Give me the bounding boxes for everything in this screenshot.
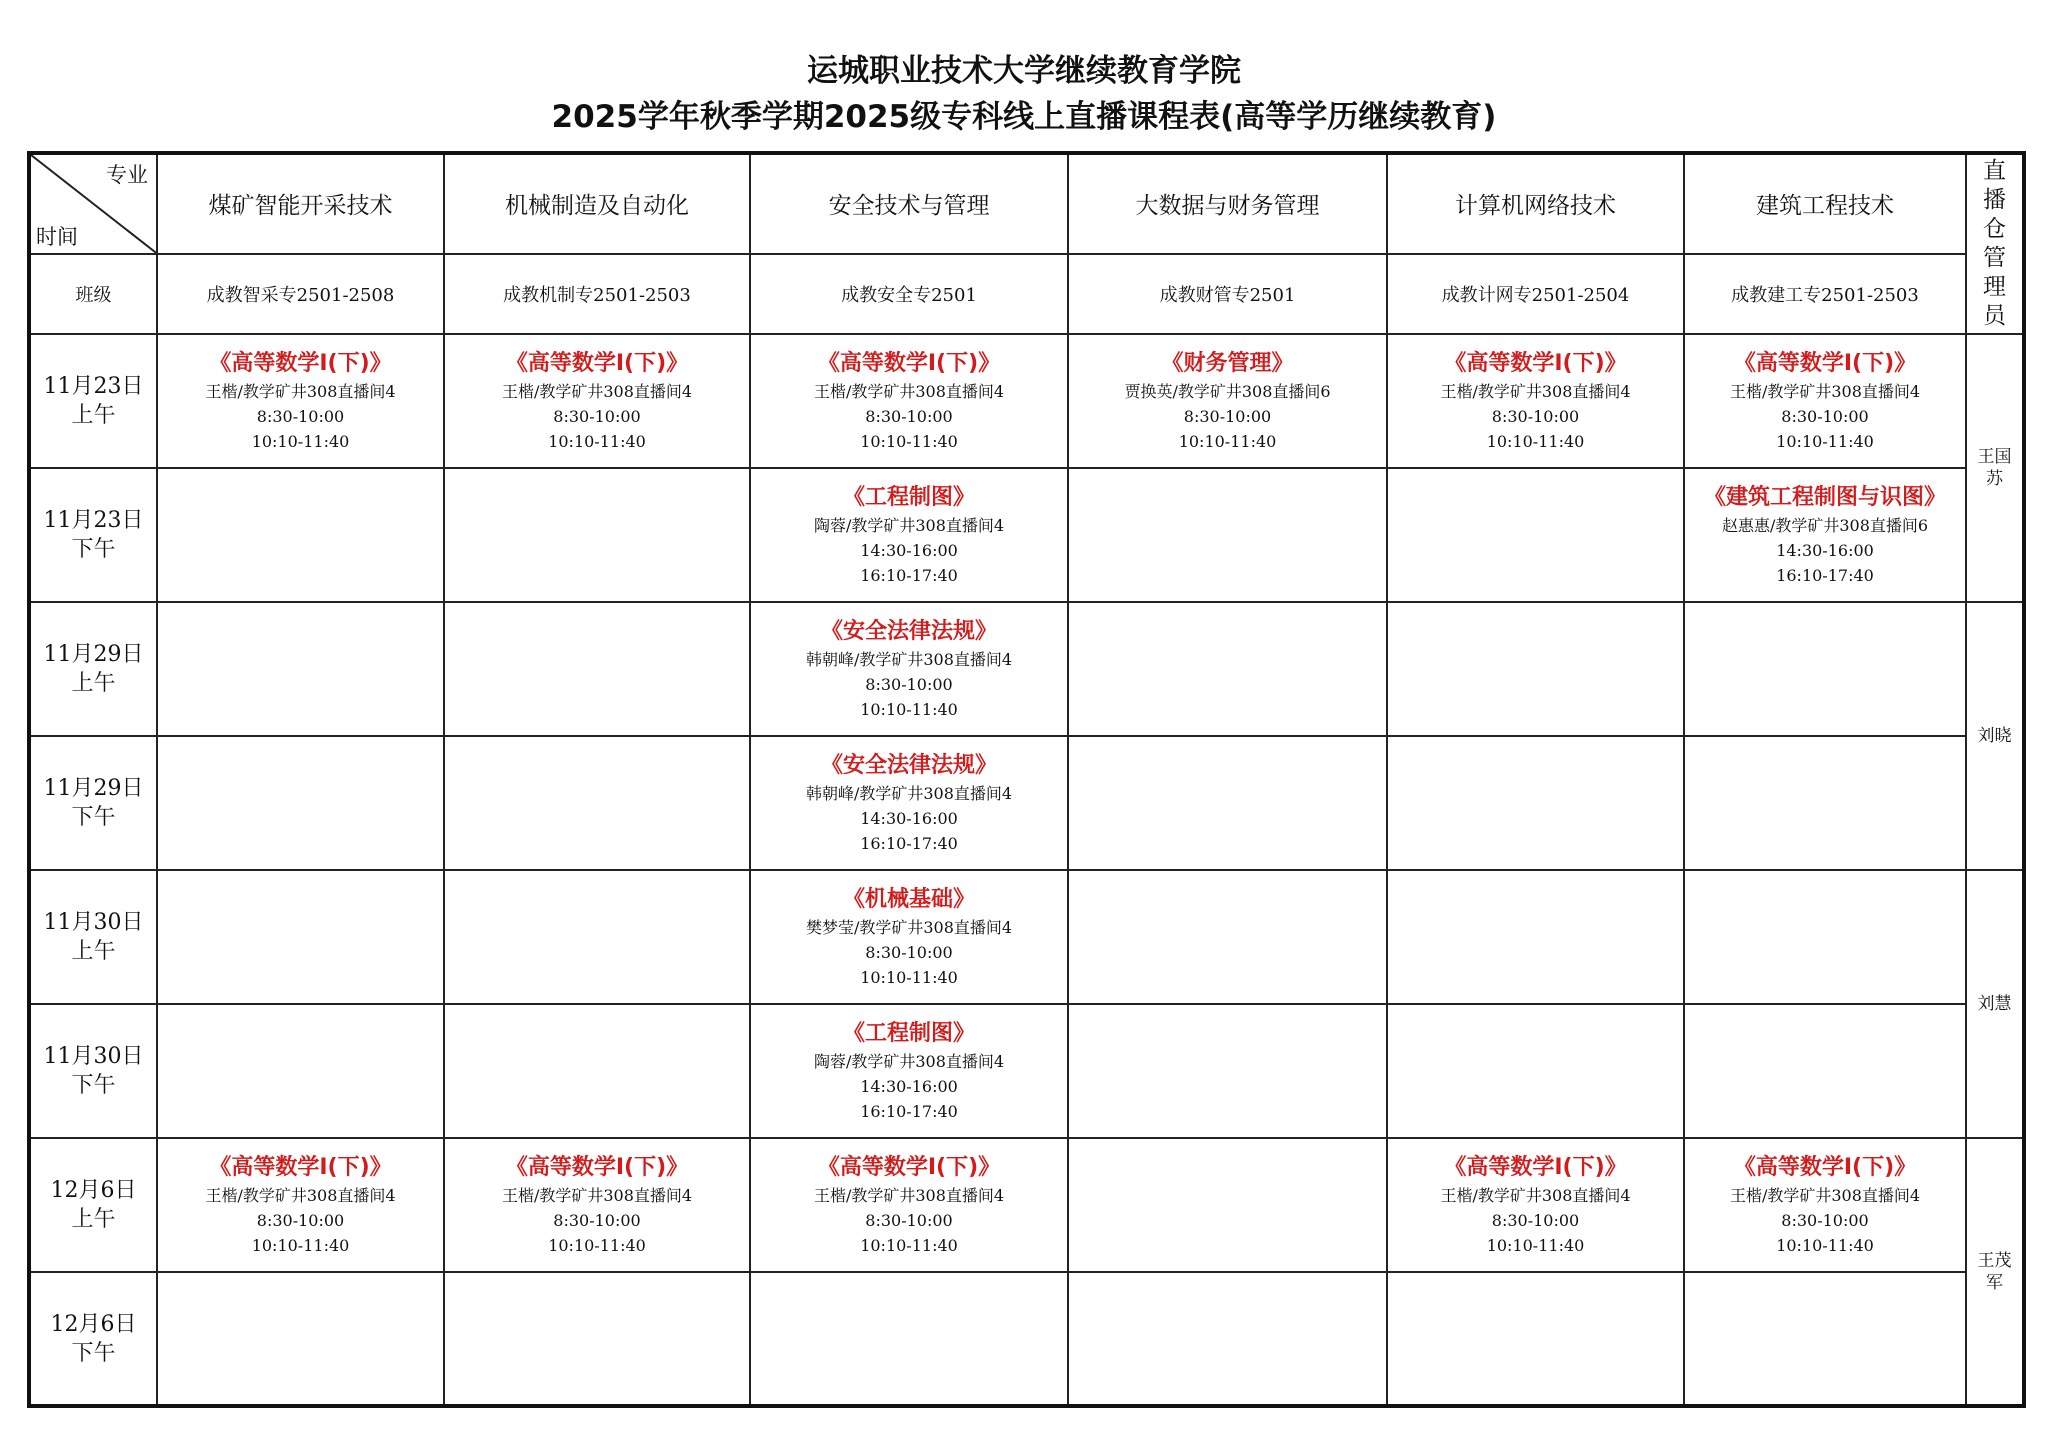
slot-period: 上午 [71, 671, 116, 696]
teacher-room: 王楷/教学矿井308直播间4 [813, 1185, 1005, 1205]
corner-major-label: 专业 [106, 163, 148, 187]
course-cell [750, 870, 1068, 1004]
session-time: 16:10-17:40 [860, 565, 958, 585]
teacher-room: 王楷/教学矿井308直播间4 [1729, 1185, 1921, 1205]
session-time: 8:30-10:00 [865, 406, 953, 426]
corner-time-label: 时间 [36, 224, 78, 249]
class-name: 成教建工专2501-2503 [1684, 254, 1966, 334]
empty-cell [444, 602, 750, 736]
major-header: 煤矿智能开采技术 [157, 153, 444, 254]
slot-date: 11月23日 [43, 374, 144, 399]
teacher-room: 王楷/教学矿井308直播间4 [1729, 381, 1921, 401]
time-slot-cell [29, 1004, 157, 1138]
empty-cell [1387, 1004, 1684, 1138]
course-title: 《高等数学Ⅰ(下)》 [1444, 350, 1627, 376]
slot-period: 下午 [71, 1073, 116, 1098]
schedule-row [29, 334, 2024, 468]
teacher-room: 贾换英/教学矿井308直播间6 [1124, 381, 1331, 401]
manager-name: 王国苏 [1977, 447, 2012, 489]
session-time: 8:30-10:00 [553, 1210, 641, 1230]
empty-cell [1684, 1004, 1966, 1138]
class-name: 成教智采专2501-2508 [157, 254, 444, 334]
manager-cell [1966, 334, 2024, 602]
slot-date: 12月6日 [50, 1311, 137, 1337]
teacher-room: 樊梦莹/教学矿井308直播间4 [805, 917, 1013, 937]
teacher-room: 王楷/教学矿井308直播间4 [1440, 1185, 1631, 1205]
empty-cell [1068, 468, 1387, 602]
session-time: 16:10-17:40 [860, 833, 958, 853]
empty-cell [157, 870, 444, 1004]
session-time: 14:30-16:00 [860, 1076, 958, 1096]
course-title: 《工程制图》 [842, 1020, 975, 1046]
page-header [0, 48, 2048, 140]
manager-name: 刘慧 [1977, 994, 2012, 1014]
session-time: 8:30-10:00 [865, 942, 953, 962]
session-time: 10:10-11:40 [251, 431, 350, 451]
course-title: 《建筑工程制图与识图》 [1703, 484, 1946, 510]
course-cell [444, 334, 750, 468]
teacher-room: 王楷/教学矿井308直播间4 [501, 1185, 693, 1205]
time-slot-cell [29, 334, 157, 468]
course-title: 《工程制图》 [842, 484, 975, 510]
session-time: 8:30-10:00 [1781, 1210, 1869, 1230]
slot-date: 11月29日 [43, 642, 144, 667]
session-time: 10:10-11:40 [860, 431, 958, 451]
manager-header: 直播仓管理员 [1966, 153, 2024, 334]
major-header: 安全技术与管理 [750, 153, 1068, 254]
slot-date: 11月29日 [43, 776, 144, 801]
teacher-room: 王楷/教学矿井308直播间4 [501, 381, 693, 401]
course-title: 《高等数学Ⅰ(下)》 [817, 1154, 1001, 1180]
course-cell [750, 468, 1068, 602]
schedule-row [29, 468, 2024, 602]
empty-cell [1068, 602, 1387, 736]
course-cell [750, 736, 1068, 870]
session-time: 10:10-11:40 [1486, 1235, 1585, 1255]
time-slot-cell [29, 1138, 157, 1272]
manager-cell [1966, 1138, 2024, 1406]
empty-cell [1684, 1272, 1966, 1406]
empty-cell [444, 870, 750, 1004]
time-slot-cell [29, 736, 157, 870]
session-time: 14:30-16:00 [860, 808, 958, 828]
teacher-room: 陶蓉/教学矿井308直播间4 [813, 1051, 1005, 1071]
major-header: 建筑工程技术 [1684, 153, 1966, 254]
time-slot-cell [29, 870, 157, 1004]
time-slot-cell [29, 468, 157, 602]
time-slot-cell [29, 1272, 157, 1406]
slot-period: 下午 [71, 537, 116, 562]
session-time: 10:10-11:40 [860, 1235, 958, 1255]
session-time: 10:10-11:40 [1776, 1235, 1874, 1255]
session-time: 8:30-10:00 [865, 674, 953, 694]
course-title: 《高等数学Ⅰ(下)》 [209, 1154, 392, 1180]
course-cell [1684, 1138, 1966, 1272]
course-cell [1684, 334, 1966, 468]
major-header: 计算机网络技术 [1387, 153, 1684, 254]
class-name: 成教计网专2501-2504 [1387, 254, 1684, 334]
class-name: 成教机制专2501-2503 [444, 254, 750, 334]
session-time: 14:30-16:00 [1776, 540, 1874, 560]
session-time: 8:30-10:00 [865, 1210, 953, 1230]
session-time: 8:30-10:00 [1491, 406, 1580, 426]
empty-cell [1068, 1138, 1387, 1272]
corner-cell [29, 153, 157, 254]
slot-date: 11月23日 [43, 508, 144, 533]
teacher-room: 赵惠惠/教学矿井308直播间6 [1721, 515, 1929, 535]
session-time: 10:10-11:40 [548, 431, 646, 451]
empty-cell [444, 1272, 750, 1406]
course-cell [157, 1138, 444, 1272]
empty-cell [157, 1272, 444, 1406]
course-title: 《高等数学Ⅰ(下)》 [1444, 1154, 1627, 1180]
course-title: 《高等数学Ⅰ(下)》 [505, 1154, 689, 1180]
session-time: 16:10-17:40 [1776, 565, 1874, 585]
teacher-room: 王楷/教学矿井308直播间4 [1440, 381, 1631, 401]
slot-date: 11月30日 [43, 910, 144, 935]
slot-period: 上午 [71, 939, 116, 964]
course-cell [444, 1138, 750, 1272]
teacher-room: 王楷/教学矿井308直播间4 [205, 1185, 396, 1205]
session-time: 10:10-11:40 [860, 699, 958, 719]
schedule-row [29, 1272, 2024, 1406]
course-cell [157, 334, 444, 468]
empty-cell [444, 1004, 750, 1138]
class-row [29, 254, 2024, 334]
session-time: 10:10-11:40 [251, 1235, 350, 1255]
empty-cell [1068, 1272, 1387, 1406]
manager-cell [1966, 870, 2024, 1138]
empty-cell [157, 468, 444, 602]
empty-cell [444, 468, 750, 602]
schedule-row [29, 1138, 2024, 1272]
session-time: 10:10-11:40 [1178, 431, 1277, 451]
session-time: 10:10-11:40 [860, 967, 958, 987]
empty-cell [1068, 870, 1387, 1004]
manager-name: 刘晓 [1977, 726, 2012, 746]
teacher-room: 韩朝峰/教学矿井308直播间4 [805, 649, 1013, 669]
slot-period: 下午 [71, 805, 116, 830]
schedule-row [29, 602, 2024, 736]
empty-cell [1387, 1272, 1684, 1406]
empty-cell [1684, 736, 1966, 870]
course-title: 《高等数学Ⅰ(下)》 [505, 350, 689, 376]
course-title: 《安全法律法规》 [820, 752, 997, 778]
manager-name: 王茂军 [1977, 1250, 2012, 1293]
course-cell [1684, 468, 1966, 602]
class-row-label: 班级 [29, 254, 157, 334]
schedule-table [27, 151, 2026, 1408]
course-title: 《高等数学Ⅰ(下)》 [1733, 1154, 1917, 1180]
page-subtitle: 2025学年秋季学期2025级专科线上直播课程表(高等学历继续教育) [551, 99, 1497, 135]
empty-cell [1068, 736, 1387, 870]
session-time: 8:30-10:00 [1183, 406, 1272, 426]
session-time: 10:10-11:40 [548, 1235, 646, 1255]
empty-cell [750, 1272, 1068, 1406]
empty-cell [444, 736, 750, 870]
course-title: 《财务管理》 [1161, 350, 1294, 376]
schedule-row [29, 870, 2024, 1004]
empty-cell [1387, 602, 1684, 736]
teacher-room: 韩朝峰/教学矿井308直播间4 [805, 783, 1013, 803]
empty-cell [1684, 602, 1966, 736]
empty-cell [157, 736, 444, 870]
class-name: 成教财管专2501 [1068, 254, 1387, 334]
page-title: 运城职业技术大学继续教育学院 [807, 53, 1241, 89]
course-cell [1387, 334, 1684, 468]
session-time: 16:10-17:40 [860, 1101, 958, 1121]
session-time: 14:30-16:00 [860, 540, 958, 560]
session-time: 8:30-10:00 [256, 406, 345, 426]
slot-period: 上午 [71, 1207, 116, 1232]
course-cell [750, 334, 1068, 468]
teacher-room: 陶蓉/教学矿井308直播间4 [813, 515, 1005, 535]
course-title: 《高等数学Ⅰ(下)》 [209, 350, 392, 376]
session-time: 8:30-10:00 [256, 1210, 345, 1230]
empty-cell [1387, 468, 1684, 602]
session-time: 10:10-11:40 [1776, 431, 1874, 451]
empty-cell [157, 1004, 444, 1138]
schedule-row [29, 736, 2024, 870]
course-cell [750, 1004, 1068, 1138]
empty-cell [157, 602, 444, 736]
course-title: 《机械基础》 [842, 886, 975, 912]
teacher-room: 王楷/教学矿井308直播间4 [813, 381, 1005, 401]
course-cell [1068, 334, 1387, 468]
empty-cell [1387, 736, 1684, 870]
slot-date: 12月6日 [50, 1178, 137, 1203]
major-header-row [29, 153, 2024, 254]
session-time: 10:10-11:40 [1486, 431, 1585, 451]
course-cell [750, 602, 1068, 736]
slot-period: 下午 [71, 1340, 116, 1366]
course-title: 《高等数学Ⅰ(下)》 [1733, 350, 1917, 376]
empty-cell [1068, 1004, 1387, 1138]
major-header: 机械制造及自动化 [444, 153, 750, 254]
empty-cell [1387, 870, 1684, 1004]
course-title: 《高等数学Ⅰ(下)》 [817, 350, 1001, 376]
course-title: 《安全法律法规》 [820, 618, 997, 644]
session-time: 8:30-10:00 [1781, 406, 1869, 426]
course-cell [750, 1138, 1068, 1272]
slot-period: 上午 [71, 403, 116, 428]
major-header: 大数据与财务管理 [1068, 153, 1387, 254]
slot-date: 11月30日 [43, 1044, 144, 1069]
session-time: 8:30-10:00 [1491, 1210, 1580, 1230]
time-slot-cell [29, 602, 157, 736]
course-cell [1387, 1138, 1684, 1272]
empty-cell [1684, 870, 1966, 1004]
teacher-room: 王楷/教学矿井308直播间4 [205, 381, 396, 401]
session-time: 8:30-10:00 [553, 406, 641, 426]
schedule-row [29, 1004, 2024, 1138]
class-name: 成教安全专2501 [750, 254, 1068, 334]
manager-cell [1966, 602, 2024, 870]
